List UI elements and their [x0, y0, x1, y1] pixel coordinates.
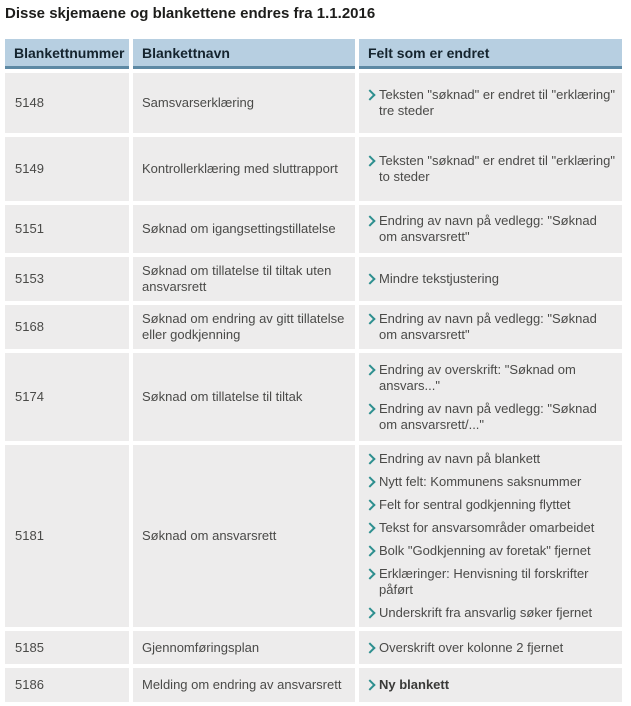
blankettnummer-cell: 5181 [5, 445, 129, 627]
blankettnavn-cell: Søknad om endring av gitt tillatelse eller godkjenning [133, 305, 355, 349]
changes-cell [359, 445, 622, 627]
change-item [365, 474, 618, 490]
blankettnavn-cell: Samsvarserklæring [133, 73, 355, 133]
changes-cell [359, 73, 622, 133]
change-text: Bolk "Godkjenning av foretak" fjernet [379, 543, 591, 558]
blankettnummer-cell: 5149 [5, 137, 129, 201]
change-item [365, 213, 618, 245]
chevron-right-icon [365, 271, 379, 287]
change-item [365, 677, 618, 693]
change-text: Endring av navn på vedlegg: "Søknad om ansvarsrett" [379, 311, 597, 342]
change-item [365, 401, 618, 433]
chevron-right-icon [365, 640, 379, 656]
change-text: Nytt felt: Kommunens saksnummer [379, 474, 582, 489]
changes-cell [359, 353, 622, 441]
change-text: Mindre tekstjustering [379, 271, 499, 286]
blankettnummer-cell: 5168 [5, 305, 129, 349]
change-item [365, 271, 618, 287]
change-text: Tekst for ansvarsområder omarbeidet [379, 520, 595, 535]
changes-cell [359, 668, 622, 702]
blankettnummer-cell: 5186 [5, 668, 129, 702]
form-changes-table [1, 35, 626, 706]
change-text: Teksten "søknad" er endret til "erklæring" to steder [379, 153, 615, 184]
chevron-right-icon [365, 451, 379, 467]
chevron-right-icon [365, 153, 379, 169]
change-item [365, 605, 618, 621]
blankettnummer-cell: 5148 [5, 73, 129, 133]
table-row [5, 445, 622, 627]
page-title: Disse skjemaene og blankettene endres fra 1.1.2016 [5, 5, 376, 22]
change-text: Ny blankett [379, 677, 450, 692]
blankettnavn-cell: Søknad om tillatelse til tiltak uten ansvarsrett [133, 257, 355, 301]
table-row [5, 631, 622, 664]
chevron-right-icon [365, 311, 379, 327]
change-text: Felt for sentral godkjenning flyttet [379, 497, 571, 512]
table-row [5, 205, 622, 253]
blankettnummer-cell: 5185 [5, 631, 129, 664]
change-item [365, 87, 618, 119]
chevron-right-icon [365, 474, 379, 490]
change-text: Overskrift over kolonne 2 fjernet [379, 639, 564, 655]
change-item [365, 640, 618, 656]
change-text: Endring av navn på vedlegg: "Søknad om ansvarsrett" [379, 213, 597, 244]
chevron-right-icon [365, 497, 379, 513]
change-text: Underskrift fra ansvarlig søker fjernet [379, 605, 593, 620]
blankettnavn-cell: Gjennomføringsplan [133, 631, 355, 664]
change-item [365, 451, 618, 467]
change-text: Erklæringer: Henvisning til forskrifter påført [379, 566, 589, 597]
table-row [5, 305, 622, 349]
blankettnavn-cell: Søknad om igangsettingstillatelse [133, 205, 355, 253]
chevron-right-icon [365, 543, 379, 559]
blankettnavn-cell: Melding om endring av ansvarsrett [133, 668, 355, 702]
chevron-right-icon [365, 362, 379, 378]
change-item [365, 520, 618, 536]
blankettnavn-cell: Søknad om tillatelse til tiltak [133, 353, 355, 441]
table-row [5, 137, 622, 201]
table-row [5, 353, 622, 441]
blankettnummer-cell: 5153 [5, 257, 129, 301]
chevron-right-icon [365, 87, 379, 103]
chevron-right-icon [365, 566, 379, 582]
chevron-right-icon [365, 401, 379, 417]
table-row [5, 73, 622, 133]
change-text: Teksten "søknad" er endret til "erklæring" tre steder [379, 87, 615, 118]
chevron-right-icon [365, 605, 379, 621]
changes-cell [359, 205, 622, 253]
blankettnummer-cell: 5174 [5, 353, 129, 441]
table-header [5, 39, 622, 69]
blankettnavn-cell: Søknad om ansvarsrett [133, 445, 355, 627]
change-item [365, 153, 618, 185]
changes-cell [359, 631, 622, 664]
change-item [365, 497, 618, 513]
table-header-row [5, 39, 622, 69]
column-header-blankettnummer: Blankettnummer [5, 39, 129, 69]
blankettnavn-cell: Kontrollerklæring med sluttrapport [133, 137, 355, 201]
blankettnummer-cell: 5151 [5, 205, 129, 253]
changes-cell [359, 137, 622, 201]
change-item [365, 543, 618, 559]
chevron-right-icon [365, 520, 379, 536]
change-item [365, 362, 618, 394]
chevron-right-icon [365, 213, 379, 229]
change-text: Endring av overskrift: "Søknad om ansvars..." [379, 361, 576, 393]
change-item [365, 311, 618, 343]
chevron-right-icon [365, 677, 379, 693]
table-row [5, 257, 622, 301]
changes-cell [359, 305, 622, 349]
change-text: Endring av navn på vedlegg: "Søknad om ansvarsrett/..." [379, 400, 597, 432]
change-text: Endring av navn på blankett [379, 451, 541, 466]
table-body [5, 73, 622, 702]
changes-cell [359, 257, 622, 301]
table-row [5, 668, 622, 702]
column-header-felt-som-er-endret: Felt som er endret [359, 39, 622, 69]
change-item [365, 566, 618, 598]
column-header-blankettnavn: Blankettnavn [133, 39, 355, 69]
